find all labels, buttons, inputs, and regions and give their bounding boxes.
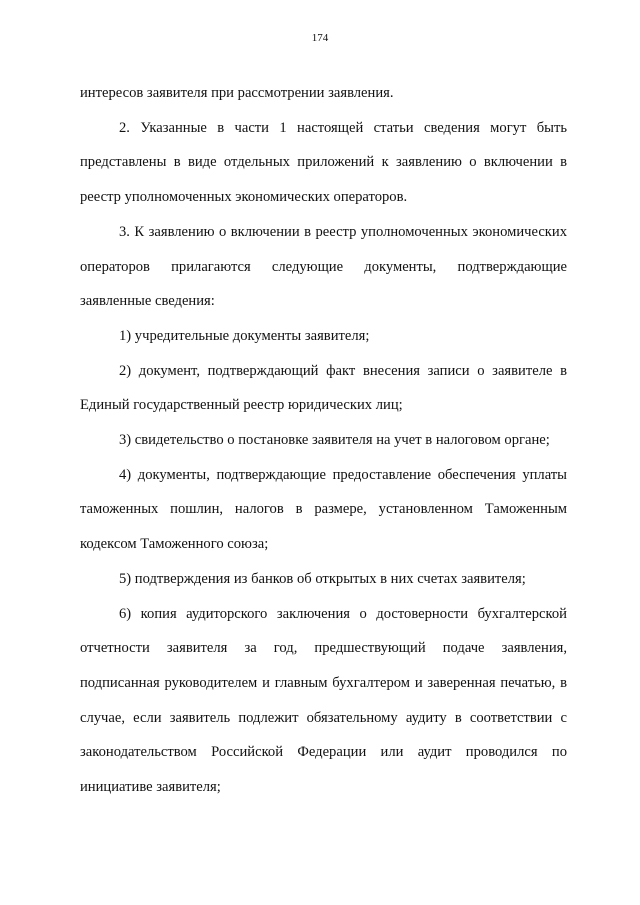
paragraph-continuation: интересов заявителя при рассмотрении заявления. — [80, 85, 394, 101]
document-body — [80, 76, 567, 805]
list-item-6: 6) копия аудиторского заключения о достоверности бухгалтерской отчетности заявителя за год, предшествующий подаче заявления, подписанная руководителем и главным бухгалтером и заверенная печатью, в случае, если заявитель подлежит обязательному аудиту в соответствии с законодательством Российской Федерации или аудит проводился по инициативе заявителя; — [80, 605, 567, 796]
list-item-4: 4) документы, подтверждающие предоставление обеспечения уплаты таможенных пошлин, налогов в размере, установленном Таможенным кодексом Таможенного союза; — [80, 466, 567, 553]
paragraph-article-part-2: 2. Указанные в части 1 настоящей статьи сведения могут быть представлены в виде отдельных приложений к заявлению о включении в реестр уполномоченных экономических операторов. — [80, 119, 567, 206]
list-item-2: 2) документ, подтверждающий факт внесения записи о заявителе в Единый государственный реестр юридических лиц; — [80, 362, 567, 414]
list-item-5: 5) подтверждения из банков об открытых в них счетах заявителя; — [119, 570, 526, 587]
list-item-3: 3) свидетельство о постановке заявителя на учет в налоговом органе; — [119, 432, 550, 449]
list-item-1: 1) учредительные документы заявителя; — [119, 327, 370, 344]
paragraph-article-part-3: 3. К заявлению о включении в реестр уполномоченных экономических операторов прилагаются следующие документы, подтверждающие заявленные сведения: — [80, 223, 567, 310]
page-number: 174 — [311, 32, 329, 44]
